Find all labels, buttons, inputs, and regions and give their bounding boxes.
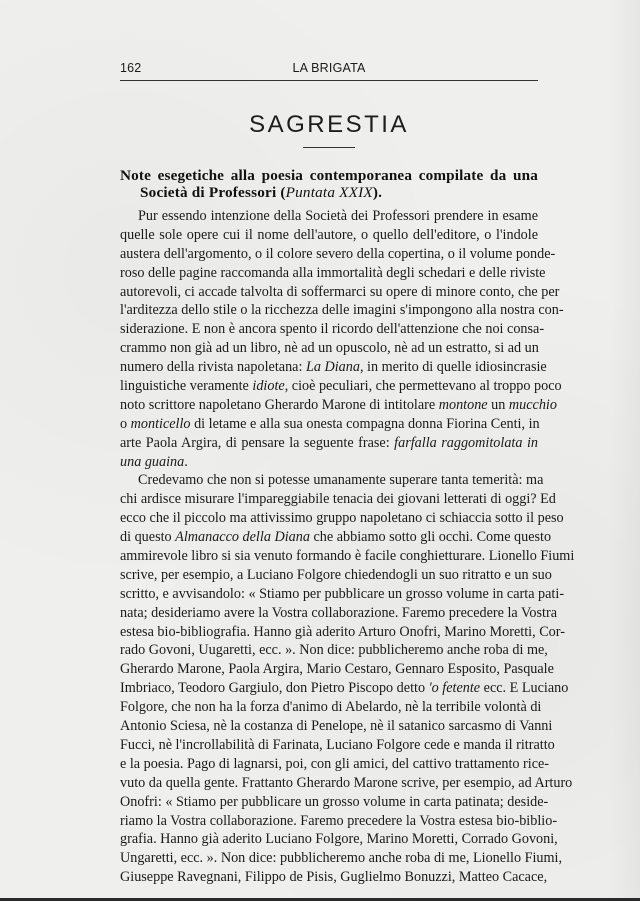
text-run: Imbriaco, Teodoro Gargiulo, don Pietro Piscopo detto	[120, 680, 429, 697]
page-number: 162	[120, 61, 142, 75]
text-line	[120, 339, 538, 358]
text-line	[120, 453, 538, 472]
text-run: nata; desideriamo avere la Vostra collaborazione. Faremo precedere la Vostra	[120, 604, 558, 621]
text-run: Fucci, nè l'incrollabilità di Farinata, Luciano Folgore cede e manda il ritratto	[120, 736, 555, 753]
text-run: scrive, per esempio, a Luciano Folgore chiedendogli un suo ritratto e un suo	[120, 566, 552, 583]
text-line	[120, 736, 555, 755]
section-title: SAGRESTIA	[249, 111, 409, 138]
text-line	[120, 566, 552, 585]
italic-text: monticello	[130, 415, 191, 432]
text-line	[120, 434, 538, 453]
text-line	[120, 717, 553, 736]
text-run: scritto, e avvisandolo: « Stiamo per pubblicare un grosso volume in carta pati-	[120, 585, 565, 602]
text-run: , in merito di quelle idiosincrasie	[359, 359, 547, 376]
text-line	[120, 660, 554, 679]
text-run: , cioè peculiari, che permettevano al troppo poco	[284, 378, 562, 395]
italic-text: una guaina	[120, 453, 185, 470]
text-run: Antonio Sciesa, nè la costanza di Penelope, nè il satanico sarcasmo di Vanni	[120, 718, 553, 735]
text-line	[120, 623, 565, 642]
text-line	[120, 849, 563, 868]
text-line	[120, 641, 548, 660]
text-line	[120, 585, 565, 604]
text-run: Giuseppe Ravegnani, Filippo de Pisis, Guglielmo Bonuzzi, Matteo Cacace,	[120, 869, 548, 886]
text-line	[120, 207, 538, 226]
text-run: Folgore, che non ha la forza d'animo di Abelardo, nè la terribile volontà di	[120, 699, 542, 716]
paragraph	[120, 207, 564, 471]
text-line	[120, 301, 564, 320]
text-line	[120, 868, 548, 887]
text-run: .	[184, 453, 188, 470]
text-run: un	[487, 396, 509, 413]
title-rule	[303, 147, 355, 148]
text-run: roso delle pagine raccomanda alla immortalità degli schedari e delle riviste	[120, 264, 546, 281]
text-line	[120, 774, 573, 793]
text-run: Onofri: « Stiamo per pubblicare un grosso volume in carta patinata; deside-	[120, 793, 549, 810]
text-line	[120, 793, 549, 812]
article-subtitle	[120, 167, 538, 201]
text-line	[120, 396, 557, 415]
text-line	[120, 698, 542, 717]
text-run: chi ardisce misurare l'impareggiabile tenacia dei giovani letterati di oggi? Ed	[120, 491, 556, 508]
italic-text: La Diana	[305, 359, 360, 376]
text-run: austera dell'argomento, o il colore severo della copertina, o il volume ponde-	[120, 245, 556, 262]
text-run: numero della rivista napoletana:	[120, 359, 306, 376]
text-run: vuto da quella gente. Frattanto Gherardo Marone scrive, per esempio, ad Arturo	[120, 774, 573, 791]
text-line	[120, 604, 558, 623]
italic-text: Almanacco della Diana	[175, 529, 310, 546]
text-line	[120, 320, 545, 339]
text-run: linguistiche veramente	[120, 378, 253, 395]
text-line	[120, 358, 547, 377]
text-run: riamo la Vostra collaborazione. Faremo precedere la Vostra estesa bio-biblio-	[120, 812, 558, 829]
text-run: ammirevole libro si sia venuto formando è facile conghietturare. Lionello Fiumi	[120, 548, 575, 565]
text-run: grafia. Hanno già aderito Luciano Folgore, Marino Moretti, Corrado Govoni,	[120, 831, 558, 848]
text-run: noto scrittore napoletano Gherardo Marone di intitolare	[120, 396, 439, 413]
text-line	[120, 679, 569, 698]
text-line	[120, 226, 538, 245]
text-run: Gherardo Marone, Paola Argira, Mario Cestaro, Gennaro Esposito, Pasquale	[120, 661, 554, 678]
italic-text: montone	[438, 396, 488, 413]
subtitle-installment: Puntata XXIX	[285, 184, 373, 201]
text-line	[120, 415, 538, 434]
text-run: crammo non già ad un libro, nè ad un opuscolo, nè ad un estratto, si ad un	[120, 340, 539, 357]
text-run: di questo	[120, 529, 176, 546]
text-line	[120, 755, 550, 774]
text-line	[120, 547, 575, 566]
text-run: autorevoli, ci accade talvolta di soffermarci su opere di minore conto, che per	[120, 283, 560, 300]
text-run: quelle sole opere cui il nome dell'autore, o quello dell'editore, o l'indole	[120, 226, 538, 243]
article-body	[120, 207, 575, 887]
text-run: di letame e alla sua onesta compagna donna Fiorina Centi, in	[190, 415, 540, 432]
text-run: Credevamo che non si potesse umanamente superare tanta temerità: ma	[138, 472, 544, 489]
text-run: estesa bio-bibliografia. Hanno già aderito Arturo Onofri, Marino Moretti, Cor-	[120, 623, 565, 640]
subtitle-line-1: Note esegetiche alla poesia contemporanea compilate da una	[120, 167, 538, 184]
subtitle-line-2	[120, 184, 538, 201]
running-header	[120, 61, 538, 79]
text-run: siderazione. E non è ancora spento il ricordo dell'attenzione che noi consa-	[120, 321, 545, 338]
italic-text: 'o fetente	[428, 680, 481, 697]
italic-text: idiote	[252, 378, 285, 395]
subtitle-line-2-prefix: Società di Professori (	[140, 184, 286, 201]
text-run: e la poesia. Pago di lagnarsi, poi, con gli amici, del cattivo trattamento rice-	[120, 755, 550, 772]
text-line	[120, 283, 560, 302]
text-line	[120, 528, 552, 547]
italic-text: farfalla raggomitolata in	[394, 434, 538, 451]
text-run: rado Govoni, Uugaretti, ecc. ». Non dice: pubblicheremo anche roba di me,	[120, 642, 548, 659]
text-line	[120, 377, 562, 396]
text-line	[120, 509, 564, 528]
text-line	[120, 264, 546, 283]
subtitle-line-2-suffix: ).	[372, 184, 383, 201]
text-run: Pur essendo intenzione della Società dei Professori prendere in esame	[138, 208, 538, 224]
italic-text: mucchio	[508, 396, 557, 413]
text-run: o	[120, 415, 131, 432]
paragraph	[120, 471, 575, 887]
text-run: ecc. E Luciano	[480, 680, 569, 697]
header-rule	[120, 80, 538, 81]
text-line	[120, 830, 558, 849]
text-run: l'arditezza dello stile o la ricchezza delle imagini s'impongono alla nostra con-	[120, 302, 564, 319]
text-run: Ungaretti, ecc. ». Non dice: pubblicheremo anche roba di me, Lionello Fiumi,	[120, 850, 563, 867]
text-line	[120, 245, 556, 264]
text-run: che abbiamo sotto gli occhi. Come questo	[309, 529, 552, 546]
text-line	[120, 812, 558, 831]
text-line	[120, 490, 556, 509]
text-run: ecco che il piccolo ma attivissimo gruppo napoletano ci schiaccia sotto il peso	[120, 510, 564, 527]
text-line	[120, 471, 544, 490]
text-run: arte Paola Argira, di pensare la seguente frase:	[120, 434, 395, 451]
journal-title: LA BRIGATA	[292, 61, 366, 75]
